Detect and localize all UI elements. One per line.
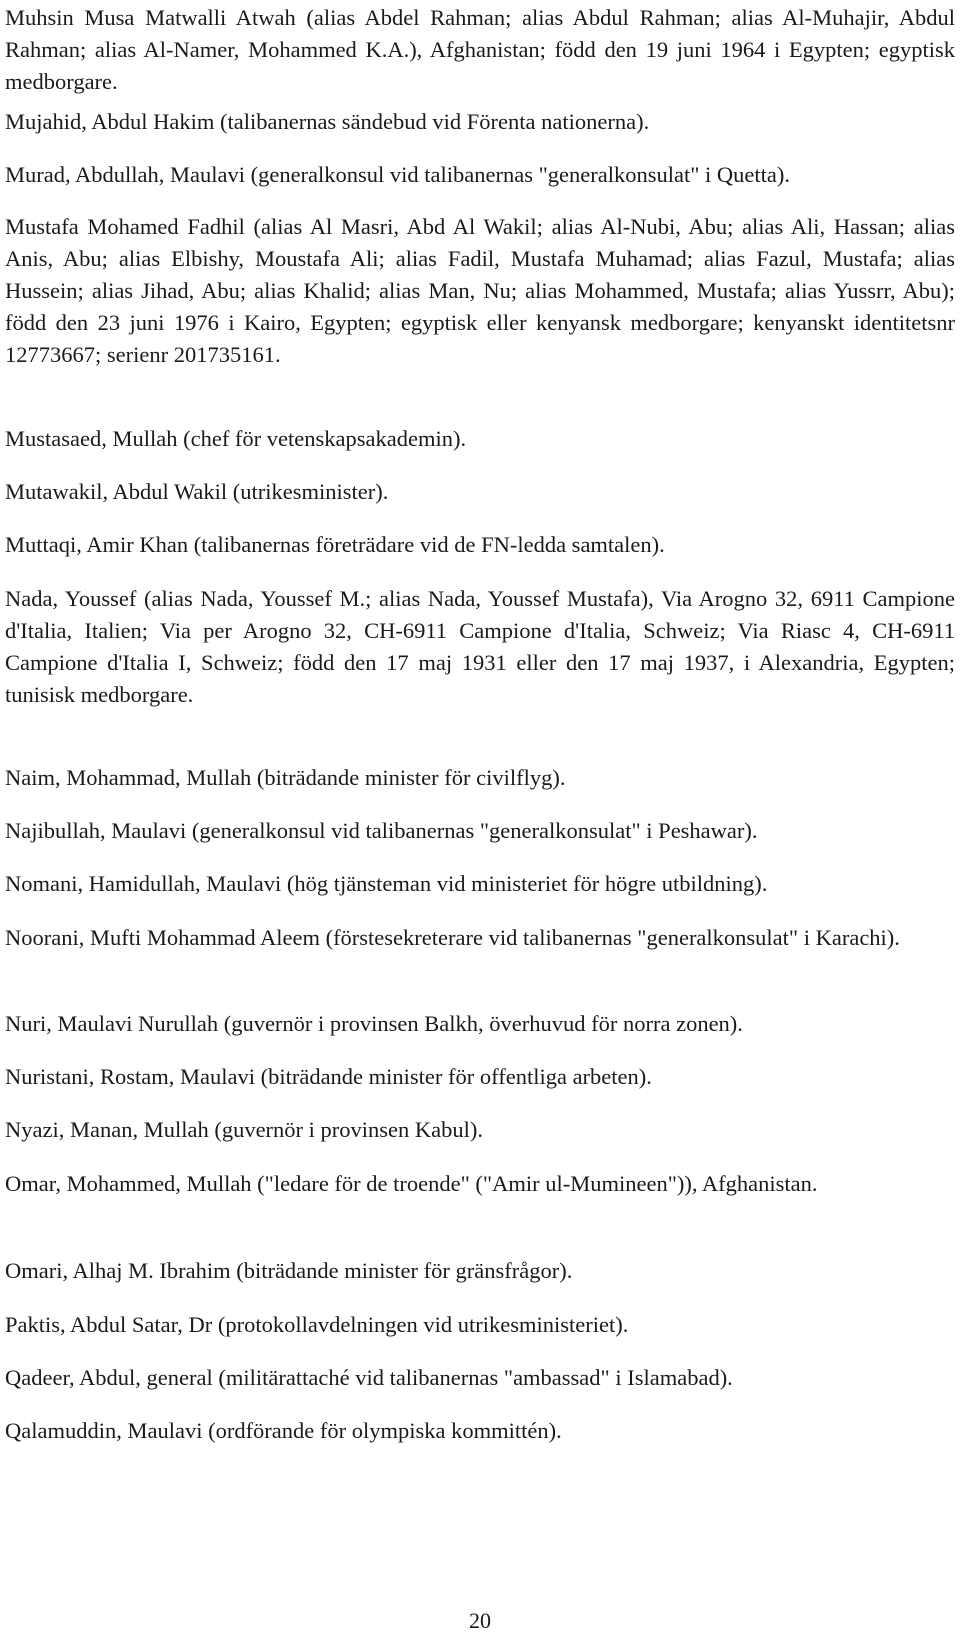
page-number: 20: [469, 1608, 491, 1633]
entry-naim: Naim, Mohammad, Mullah (biträdande minister för civilflyg).: [5, 765, 566, 790]
entry-mustafa-fadhil: Mustafa Mohamed Fadhil (alias Al Masri, Abd Al Wakil; alias Al-Nubi, Abu; alias Ali, Hassan; alias Anis, Abu; alias Elbishy, Moustafa Ali; alias Fadil, Mustafa Muhamad; alias Fazul, Mustafa; alias Hussein; alias Jihad, Abu; alias Khalid; alias Man, Nu; alias Mohammed, Mustafa; alias Yussrr, Abu); född den 23 juni 1976 i Kairo, Egypten; egyptisk eller kenyansk medborgare; kenyanskt identitetsnr 12773667; serienr 201735161.: [5, 214, 955, 367]
entry-najibullah: Najibullah, Maulavi (generalkonsul vid talibanernas "generalkonsulat" i Peshawar).: [5, 818, 758, 843]
entry-nomani: Nomani, Hamidullah, Maulavi (hög tjänsteman vid ministeriet för högre utbildning).: [5, 871, 768, 896]
entry-mutawakil: Mutawakil, Abdul Wakil (utrikesminister).: [5, 479, 389, 504]
entry-nada: Nada, Youssef (alias Nada, Youssef M.; alias Nada, Youssef Mustafa), Via Arogno 32, 6911 Campione d'Italia, Italien; Via per Arogno 32, CH-6911 Campione d'Italia, Schweiz; Via Riasc 4, CH-6911 Campione d'Italia I, Schweiz; född den 17 maj 1931 eller den 17 maj 1937, i Alexandria, Egypten; tunisisk medborgare.: [5, 586, 955, 707]
entry-nuri: Nuri, Maulavi Nurullah (guvernör i provinsen Balkh, överhuvud för norra zonen).: [5, 1011, 743, 1036]
entry-mujahid: Mujahid, Abdul Hakim (talibanernas sändebud vid Förenta nationerna).: [5, 109, 650, 134]
entry-atwah: Muhsin Musa Matwalli Atwah (alias Abdel Rahman; alias Abdul Rahman; alias Al-Muhajir, Abdul Rahman; alias Al-Namer, Mohammed K.A.), Afghanistan; född den 19 juni 1964 i Egypten; egyptisk medborgare.: [5, 5, 955, 94]
entry-noorani: Noorani, Mufti Mohammad Aleem (förstesekreterare vid talibanernas "generalkonsulat" i Karachi).: [5, 925, 900, 950]
entry-omar: Omar, Mohammed, Mullah ("ledare för de troende" ("Amir ul-Mumineen")), Afghanistan.: [5, 1171, 818, 1196]
entry-mustasaed: Mustasaed, Mullah (chef för vetenskapsakademin).: [5, 426, 467, 451]
entry-paktis: Paktis, Abdul Satar, Dr (protokollavdelningen vid utrikesministeriet).: [5, 1312, 629, 1337]
entry-omari: Omari, Alhaj M. Ibrahim (biträdande minister för gränsfrågor).: [5, 1258, 573, 1283]
entry-qadeer: Qadeer, Abdul, general (militärattaché vid talibanernas "ambassad" i Islamabad).: [5, 1365, 733, 1390]
entry-qalamuddin: Qalamuddin, Maulavi (ordförande för olympiska kommittén).: [5, 1418, 562, 1443]
entry-murad: Murad, Abdullah, Maulavi (generalkonsul vid talibanernas "generalkonsulat" i Quetta).: [5, 162, 791, 187]
entry-muttaqi: Muttaqi, Amir Khan (talibanernas företrädare vid de FN-ledda samtalen).: [5, 532, 665, 557]
entry-nuristani: Nuristani, Rostam, Maulavi (biträdande minister för offentliga arbeten).: [5, 1064, 652, 1089]
entry-nyazi: Nyazi, Manan, Mullah (guvernör i provinsen Kabul).: [5, 1117, 484, 1142]
